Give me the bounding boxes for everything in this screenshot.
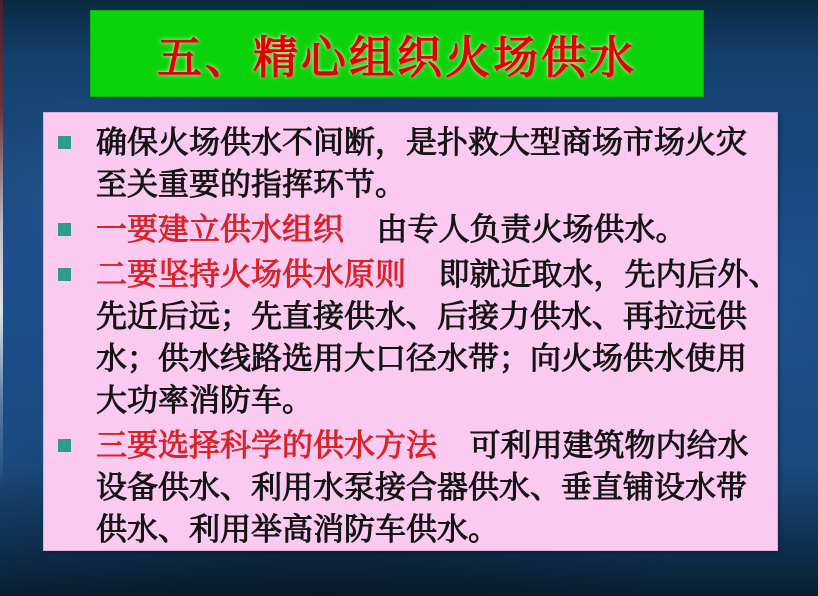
bullet-text-line: 大功率消防车。 (96, 383, 313, 418)
bullet-text-line: 供水、利用举高消防车供水。 (96, 512, 499, 547)
content-box (43, 112, 778, 551)
bullet-body-text: 由专人负责火场供水。 (376, 212, 687, 247)
bullet-item (58, 122, 763, 206)
bullet-body-text: 可利用建筑物内给水 (469, 428, 749, 463)
bullet-item (58, 425, 763, 551)
bullet-square-icon (58, 136, 71, 149)
title-banner (90, 10, 704, 97)
bullet-text-line: 水；供水线路选用大口径水带；向火场供水使用 (96, 341, 747, 376)
bullet-square-icon (58, 439, 71, 452)
bullet-lead-text: 二要坚持火场供水原则 (96, 257, 406, 292)
bullet-text-line (96, 425, 763, 467)
bullet-text-line (96, 209, 763, 251)
bullet-text-line: 至关重要的指挥环节。 (96, 167, 406, 202)
slide-title: 五、精心组织火场供水 (156, 32, 637, 83)
bullet-text-line: 先近后远；先直接供水、后接力供水、再拉远供 (96, 299, 747, 334)
bullet-text-line (96, 254, 780, 296)
bullet-square-icon (58, 223, 71, 236)
bullet-item (58, 254, 780, 422)
bullet-lead-text: 一要建立供水组织 (96, 212, 344, 247)
bullet-square-icon (58, 268, 71, 281)
bullet-item (58, 209, 763, 251)
left-edge-artifact (0, 0, 3, 596)
bullet-text-line: 确保火场供水不间断，是扑救大型商场市场火灾 (96, 125, 747, 160)
bullet-lead-text: 三要选择科学的供水方法 (96, 428, 437, 463)
bullet-text-line: 设备供水、利用水泵接合器供水、垂直铺设水带 (96, 470, 747, 505)
bullet-body-text: 即就近取水，先内后外、 (438, 257, 780, 292)
